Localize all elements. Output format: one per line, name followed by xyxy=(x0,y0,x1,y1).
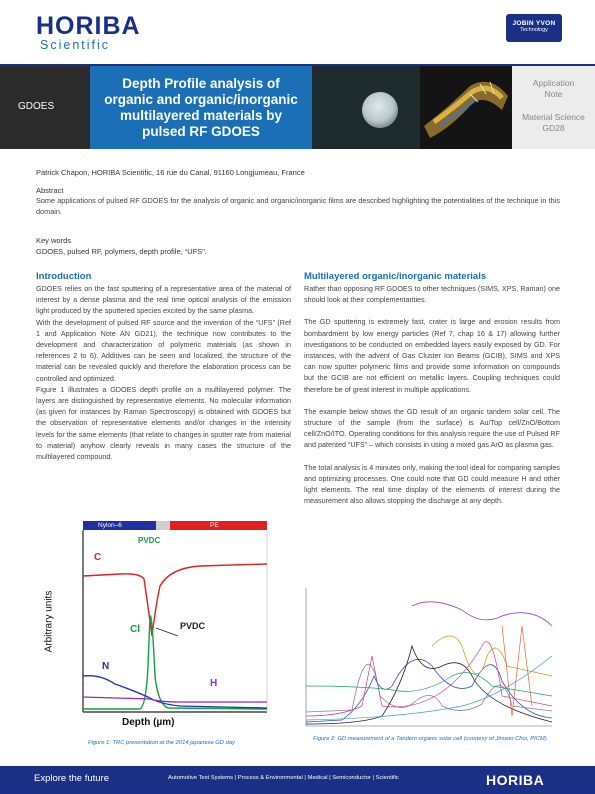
abstract-text: Some applications of pulsed RF GDOES for the analysis of organic and organic/inorganic films are described highlighting the potentialities of the technique in this domain. xyxy=(36,196,560,216)
footer-tagline: Explore the future xyxy=(34,773,109,784)
figure-1 xyxy=(43,516,272,736)
figure-2-plot xyxy=(302,586,556,732)
multilayer-paragraph-2: The GD sputtering is extremely fast, crater is large and erosion results from bombardment by low energy particles (Ref 7, chap 16 & 17) allowing further investigations to be conducted on embedded layers easily exposed by GD. For instances, with the advent of Gas Cluster Ion Beams (GCIB), SIMS and XPS can now sputter polymeric films and provide some information on compounds but the GCIB are not efficient on metallic layers. Coupling techniques could therefore be of great interest in multiple applications. xyxy=(304,317,560,394)
partner-name: JOBIN YVON xyxy=(512,20,556,27)
layer-nylon-label: Nylon–6 xyxy=(98,522,122,529)
x-axis-label: Depth (µm) xyxy=(122,717,175,728)
horiba-logo-subtitle: Scientific xyxy=(40,38,111,52)
note-type-line1: Application xyxy=(532,78,575,88)
label-c: C xyxy=(94,552,102,563)
category-label: GDOES xyxy=(18,101,55,112)
banner-title-block xyxy=(90,66,312,149)
jobin-yvon-logo xyxy=(506,14,562,42)
flexible-cell-image xyxy=(420,66,512,149)
curve-h xyxy=(83,697,267,702)
label-h: H xyxy=(210,678,218,689)
footer-links: Automotive Test Systems | Process & Environmental | Medical | Semiconductor | Scientific xyxy=(168,775,399,781)
sample-disc-graphic xyxy=(312,66,420,149)
intro-paragraph-1: GDOES relies on the fast sputtering of a representative area of the material of interest by a dense plasma and the real time optical analysis of the emission light produced by the sputtered species excited by the same plasma. xyxy=(36,284,291,316)
flexible-cell-graphic xyxy=(420,66,512,149)
note-number: GD28 xyxy=(542,123,565,133)
label-n: N xyxy=(102,661,110,672)
horiba-logo: HORIBA xyxy=(36,12,141,40)
figure-1-plot xyxy=(60,516,272,736)
keywords-text: GDOES, pulsed RF, polymers, depth profile, “UFS”. xyxy=(36,247,207,256)
footer-brand-logo: HORIBA xyxy=(486,772,545,788)
introduction-body xyxy=(36,283,291,462)
intro-paragraph-3: Figure 1 illustrates a GDOES depth profile on a multilayered polymer. The layers are distinguished by representative elements. No molecular information (as given for instances by Raman Spectroscopy) is obtained with GDOES but the observation of representative elements and/or changes in the intensity levels for the same elements (that relate to changes in sputter rate from material to material) anyhow clearly reveals in many cases the structure of the multilayered compound. xyxy=(36,384,291,462)
authors-line: Patrick Chapon, HORIBA Scientific, 16 rue du Canal, 91160 Longjumeau, France xyxy=(36,168,305,177)
sample-disc-image xyxy=(312,66,420,149)
figure-1-caption: Figure 1: TRC presentation at the 2014 japanese GD day xyxy=(88,740,235,746)
y-axis-label: Arbitrary units xyxy=(43,590,55,653)
curve-cl xyxy=(83,616,267,709)
note-field: Material Science xyxy=(522,112,585,122)
multilayer-paragraph-4: The total analysis is 4 minutes only, making the tool ideal for comparing samples and optimizing processes. One could note that GD could measure H and other light elements. The real time display of the elements of interest during the measurement also allows stopping the discharge at any depth. xyxy=(304,462,560,506)
layer-pe-label: PE xyxy=(210,522,219,529)
figure-2 xyxy=(302,586,556,732)
multilayer-paragraph-1: Rather than opposing RF GDOES to other techniques (SIMS, XPS, Raman) one should look at their complementarities. xyxy=(304,284,560,305)
multilayer-heading: Multilayered organic/inorganic materials xyxy=(304,271,487,282)
partner-tagline: Technology xyxy=(520,27,548,33)
abstract-label: Abstract xyxy=(36,186,64,195)
pvdc-arrow xyxy=(156,628,178,636)
label-cl: Cl xyxy=(130,624,140,635)
figure-2-caption: Figure 2: GD measurement of a Tandem organic solar cell (courtesy of Jinwoo Choi, PICM) xyxy=(313,736,547,742)
curve-n xyxy=(83,676,267,708)
pvdc-layer-label: PVDC xyxy=(138,536,161,545)
multilayer-paragraph-3: The example below shows the GD result of an organic tandem solar cell. The structure of the sample (from the surface) is Au/Top cell/ZnO/Bottom cell/ZnO/ITO. Operating conditions for this analysis require the use of Pulsed RF and patented “UFS” – which consists in using a mixed gas ArO as plasma gas. xyxy=(304,406,560,450)
layer-bar-pvdc xyxy=(156,521,170,530)
introduction-heading: Introduction xyxy=(36,271,92,282)
keywords-label: Key words xyxy=(36,236,72,245)
category-band xyxy=(0,66,90,149)
curve-c xyxy=(83,564,267,636)
note-type-line2: Note xyxy=(544,89,563,99)
document-title: Depth Profile analysis of organic and organic/inorganic multilayered materials by pulsed RF GDOES xyxy=(104,75,298,139)
label-pvdc: PVDC xyxy=(180,621,206,631)
multilayer-body xyxy=(304,283,560,506)
note-info-block xyxy=(512,66,595,149)
footer-bar xyxy=(0,766,595,794)
intro-paragraph-2: With the development of pulsed RF source and the invention of the “UFS” (Ref 1 and Application Note AN GD21), the technique now contributes to the development and characterization of polymeric materials (as shown in references 2 to 6). Additives can be seen and localized, the structure of the material can be revealed quickly and therefore the elaboration process can be controlled and optimized. xyxy=(36,317,291,383)
